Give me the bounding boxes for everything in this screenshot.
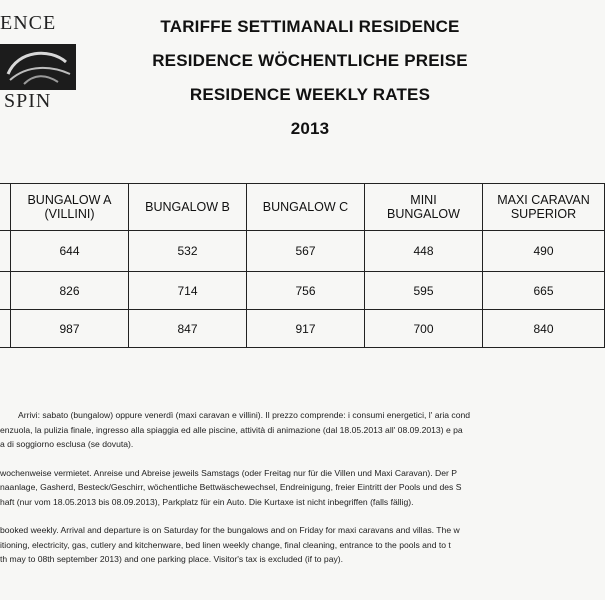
table-cell: 714 <box>129 272 247 310</box>
logo-swirl-icon <box>0 44 76 90</box>
table-cell: 917 <box>247 310 365 348</box>
header-cell-bungalow-c <box>247 184 365 231</box>
table-cell: 532 <box>129 231 247 272</box>
table-row <box>0 231 605 272</box>
table-cell: 595 <box>365 272 483 310</box>
table-cell: 756 <box>247 272 365 310</box>
table-cell: 665 <box>483 272 605 310</box>
table-cell: 448 <box>365 231 483 272</box>
note-line: enzuola, la pulizia finale, ingresso alla spiaggia ed alle piscine, attività di animazione (dal 18.05.2013 all' 08.09.2013) e pa <box>0 424 463 435</box>
notes <box>0 408 600 581</box>
table-cell <box>0 231 11 272</box>
notes-english <box>0 523 600 567</box>
table-cell <box>0 272 11 310</box>
table-row <box>0 272 605 310</box>
logo-bottom-text: SPIN <box>4 90 52 112</box>
table-cell: 987 <box>11 310 129 348</box>
table-cell: 700 <box>365 310 483 348</box>
title-german: RESIDENCE WÖCHENTLICHE PREISE <box>152 51 468 70</box>
table-cell: 847 <box>129 310 247 348</box>
title-italian: TARIFFE SETTIMANALI RESIDENCE <box>160 17 460 36</box>
note-line: a di soggiorno esclusa (se dovuta). <box>0 439 134 449</box>
note-line: haft (nur vom 18.05.2013 bis 08.09.2013), Parkplatz für ein Auto. Die Kurtaxe ist nicht inbegriffen (falls fällig). <box>0 496 414 507</box>
header-label: BUNGALOW B <box>145 200 230 214</box>
header-cell-mini-bungalow <box>365 184 483 231</box>
header-label: BUNGALOW C <box>262 200 349 214</box>
header-label: BUNGALOW A (VILLINI) <box>27 193 112 221</box>
title-year: 2013 <box>290 119 330 138</box>
note-line: wochenweise vermietet. Anreise und Abreise jeweils Samstags (oder Freitag nur für die Villen und Maxi Caravan). Der P <box>0 467 457 478</box>
table-cell: 826 <box>11 272 129 310</box>
header-cell-bungalow-b <box>129 184 247 231</box>
table-header-row <box>0 184 605 231</box>
table-cell: 840 <box>483 310 605 348</box>
notes-german <box>0 466 600 510</box>
note-line: booked weekly. Arrival and departure is on Saturday for the bungalows and on Friday for maxi caravans and villas. The w <box>0 525 460 535</box>
table-cell: 644 <box>11 231 129 272</box>
table-cell <box>0 310 11 348</box>
title-english: RESIDENCE WEEKLY RATES <box>189 85 431 104</box>
note-line: itioning, electricity, gas, cutlery and kitchenware, bed linen weekly change, final cleaning, entrance to the pools and to t <box>0 539 451 550</box>
header-label: MAXI CARAVAN SUPERIOR <box>497 193 590 221</box>
logo-top-text: ENCE <box>0 12 57 34</box>
header-cell-maxi-caravan <box>483 184 605 231</box>
note-line: naanlage, Gasherd, Besteck/Geschirr, wöchentliche Bettwäschewechsel, Endreinigung, freier Eintritt der Pools und des S <box>0 482 462 492</box>
header-label: MINI BUNGALOW <box>387 193 460 221</box>
note-line: Arrivi: sabato (bungalow) oppure venerdì (maxi caravan e villini). Il prezzo comprende: i consumi energetici, l' aria cond <box>18 410 471 420</box>
table-row <box>0 310 605 348</box>
table-cell: 490 <box>483 231 605 272</box>
header-cell-period <box>0 184 11 231</box>
table-cell: 567 <box>247 231 365 272</box>
logo <box>0 6 76 110</box>
header-cell-bungalow-a <box>11 184 129 231</box>
rates-table <box>0 183 605 348</box>
note-line: th may to 08th september 2013) and one parking place. Visitor's tax is excluded (if to pay). <box>0 554 344 564</box>
notes-italian <box>0 408 600 452</box>
